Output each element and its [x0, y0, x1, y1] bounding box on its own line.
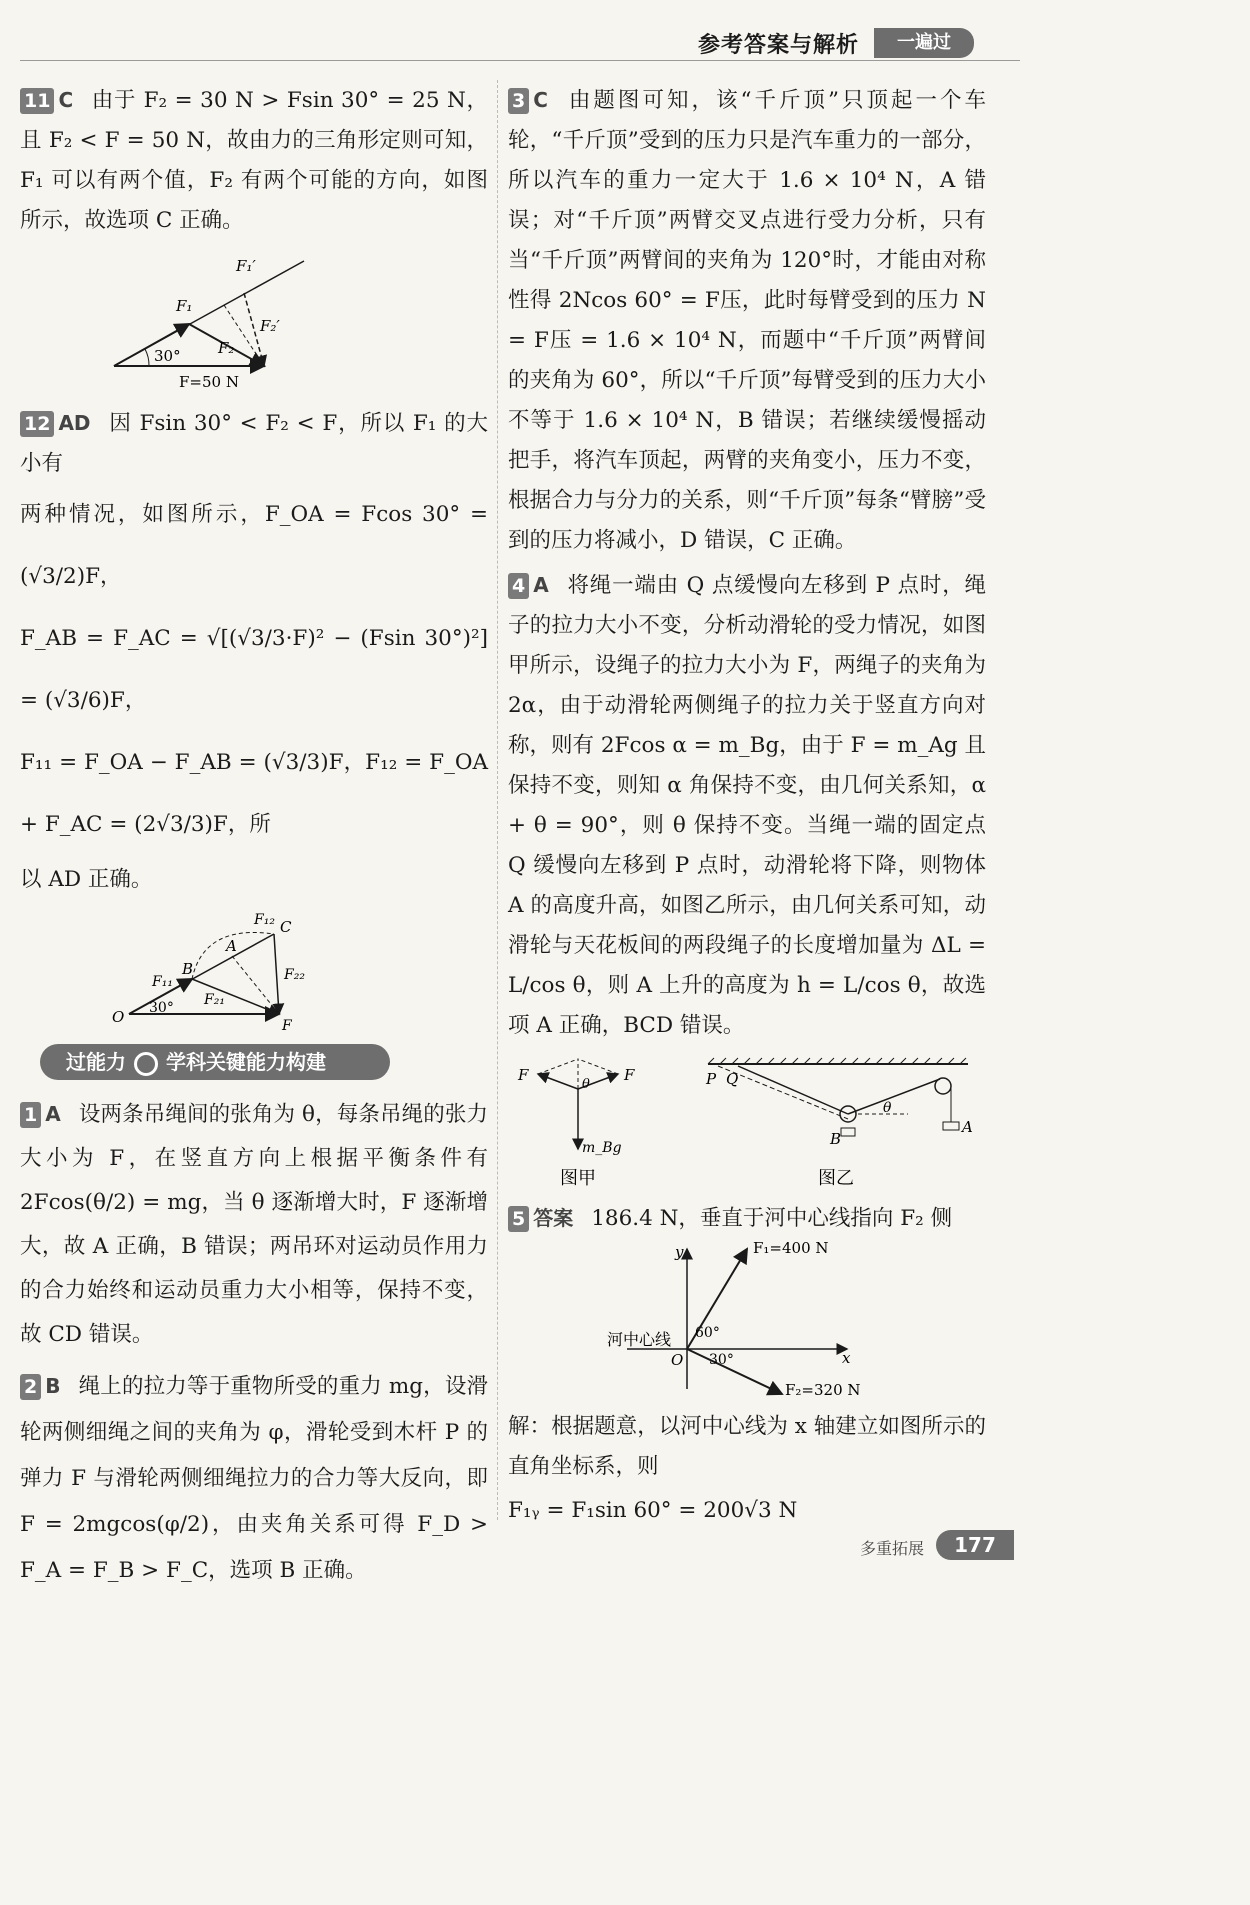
q4b-rope-right — [848, 1079, 940, 1114]
q5-x-label: x — [842, 1349, 851, 1367]
q5-river-label: 河中心线 — [607, 1330, 672, 1349]
q4-figures — [508, 1054, 986, 1194]
q4-fig-b — [678, 1054, 978, 1194]
q12-angle-label: 30° — [149, 1000, 174, 1016]
page-number: 177 — [936, 1530, 1014, 1560]
q11-base-label: F=50 N — [179, 373, 239, 391]
q5-o-label: O — [671, 1351, 684, 1369]
header-tag: 一遍过 — [874, 28, 974, 58]
q4-text: 将绳一端由 Q 点缓慢向左移到 P 点时，绳子的拉力大小不变，分析动滑轮的受力情况，如图甲所示，设绳子的拉力大小为 F，两绳子的夹角为 2α，由于动滑轮两侧绳子的拉力关于竖直方向对称，则有 2Fcos α = m_Bg，由于 F = m_Ag 且保持不变，则知 α 角保持不变，由几何关系知，α + θ = 90°，则 θ 保持不变。当绳一端的固定点 Q 缓慢向左移到 P 点时，动滑轮将下降，则物体 A 的高度升高，如图乙所示，由几何关系可知，动滑轮与天花板间的两段绳子的长度增加量为 ΔL = L/cos θ，则 A 上升的高度为 h = L/cos θ，故选项 A 正确，BCD 错误。 — [508, 573, 986, 1038]
q5-number: 5 — [508, 1206, 529, 1232]
q4b-q-label: Q — [726, 1070, 739, 1088]
q5-answer-text: 186.4 N，垂直于河中心线指向 F₂ 侧 — [591, 1206, 953, 1231]
q12-f11-label: F₁₁ — [152, 974, 173, 990]
q4b-theta-label: θ — [883, 1100, 892, 1116]
q5-block — [508, 1198, 986, 1239]
q4b-rope-q — [738, 1066, 848, 1114]
q12-line5: 以 AD 正确。 — [20, 867, 153, 892]
q4b-caption: 图乙 — [818, 1168, 854, 1189]
q5-force-diagram — [597, 1239, 897, 1399]
q5-f2-label: F₂=320 N — [785, 1381, 861, 1399]
q4a-caption: 图甲 — [560, 1168, 596, 1189]
q5-angle60-label: 60° — [695, 1325, 720, 1341]
q4-fig-a — [508, 1054, 648, 1194]
q3-number: 3 — [508, 88, 529, 114]
right-column — [508, 80, 986, 1531]
q12-number: 12 — [20, 411, 54, 437]
q11-block — [20, 80, 488, 241]
q2-number: 2 — [20, 1374, 41, 1400]
q12-f22-label: F₂₂ — [284, 967, 305, 983]
q12-f12-label: F₁₂ — [254, 912, 275, 928]
page-header — [0, 0, 1034, 60]
section-banner — [40, 1044, 390, 1080]
q4a-mg-label: m_Bg — [582, 1140, 622, 1156]
banner-left: 过能力 — [66, 1050, 126, 1074]
q12-line3: F_AB = F_AC = √[(√3/3·F)² − (Fsin 30°)²] = (√3/6)F， — [20, 626, 488, 713]
q4a-fl-arrow — [538, 1074, 578, 1089]
q4a-theta-label: θ — [582, 1077, 590, 1092]
q11-answer: C — [58, 88, 74, 112]
q11-angle-label: 30° — [154, 347, 181, 365]
q11-text: 由于 F₂ = 30 N > Fsin 30° = 25 N，且 F₂ < F = 50 N，故由力的三角形定则可知，F₁ 可以有两个值，F₂ 有两个可能的方向，如图所示，故选项 C 正确。 — [20, 88, 488, 233]
q11-force-diagram — [94, 241, 414, 391]
q12-f21-label: F₂₁ — [204, 992, 225, 1008]
q11-f1-label: F₁ — [176, 297, 193, 315]
page-footer — [814, 1530, 1014, 1564]
header-title: 参考答案与解析 — [697, 33, 859, 58]
q12-line4: F₁₁ = F_OA − F_AB = (√3/3)F，F₁₂ = F_OA + F_AC = (2√3/3)F，所 — [20, 750, 488, 837]
q4b-b-label: B — [830, 1130, 842, 1148]
q12-line1 — [20, 403, 488, 484]
q12-block — [20, 403, 488, 904]
q12-b-label: B — [182, 960, 194, 978]
q1-number: 1 — [20, 1102, 41, 1128]
q11-f1p-label: F₁′ — [236, 257, 256, 275]
q12-line1-text: 因 Fsin 30° < F₂ < F，所以 F₁ 的大小有 — [20, 411, 488, 476]
q11-number: 11 — [20, 88, 54, 114]
q11-f2p-label: F₂′ — [260, 317, 280, 335]
q1-answer: A — [45, 1102, 61, 1126]
q4a-fr-label: F — [624, 1066, 635, 1084]
q1-text: 设两条吊绳间的张角为 θ，每条吊绳的张力大小为 F，在竖直方向上根据平衡条件有 2Fcos(θ/2) = mg，当 θ 逐渐增大时，F 逐渐增大，故 A 正确，B 错误；两吊环对运动员作用力的合力始终和运动员重力大小相等，保持不变，故 CD 错误。 — [20, 1102, 488, 1347]
banner-ring-icon — [134, 1052, 158, 1076]
q12-c-label: C — [280, 918, 292, 936]
q4b-a-label: A — [962, 1118, 973, 1136]
q5-answer-tag: 答案 — [533, 1206, 574, 1230]
q3-block — [508, 80, 986, 561]
q11-angle-arc — [145, 349, 149, 366]
header-divider — [20, 60, 1020, 61]
q4b-block-a — [943, 1122, 959, 1130]
q12-answer: AD — [58, 411, 91, 435]
q2-text: 绳上的拉力等于重物所受的重力 mg，设滑轮两侧细绳之间的夹角为 φ，滑轮受到木杆 P 的弹力 F 与滑轮两侧细绳拉力的合力等大反向，即 F = 2mgcos(φ/2)，由夹角关系可得 F_D > F_A = F_B > F_C，选项 B 正确。 — [20, 1374, 488, 1583]
q12-force-diagram — [104, 904, 404, 1034]
q12-line2: 两种情况，如图所示，F_OA = Fcos 30° = (√3/2)F， — [20, 502, 488, 589]
q4b-pulley-top — [935, 1078, 951, 1094]
q4b-p-label: P — [706, 1070, 717, 1088]
q2-answer: B — [45, 1374, 61, 1398]
column-divider — [497, 80, 498, 1520]
footer-text: 多重拓展 — [859, 1539, 924, 1558]
q3-answer: C — [533, 88, 548, 112]
q3-text: 由题图可知，该“千斤顶”只顶起一个车轮，“千斤顶”受到的压力只是汽车重力的一部分，所以汽车的重力一定大于 1.6 × 10⁴ N，A 错误；对“千斤顶”两臂交叉点进行受力分析，只有当“千斤顶”两臂间的夹角为 120°时，才能由对称性得 2Ncos 60° = F压，此时每臂受到的压力 N = F压 = 1.6 × 10⁴ N，而题中“千斤顶”两臂间的夹角为 60°，所以“千斤顶”每臂受到的压力大小不等于 1.6 × 10⁴ N，B 错误；若继续缓慢摇动把手，将汽车顶起，两臂的夹角变小，压力不变，根据合力与分力的关系，则“千斤顶”每条“臂膀”受到的压力将减小，D 错误，C 正确。 — [508, 88, 986, 553]
q5-solution: 解：根据题意，以河中心线为 x 轴建立如图所示的直角坐标系，则 — [508, 1414, 986, 1479]
q5-f2-arrow — [687, 1349, 782, 1394]
q1-block — [20, 1092, 488, 1357]
q4-answer: A — [533, 573, 549, 597]
q5-angle30-label: 30° — [709, 1352, 734, 1368]
q4a-fl-label: F — [518, 1066, 529, 1084]
banner-right: 学科关键能力构建 — [166, 1050, 326, 1074]
q12-o-label: O — [112, 1008, 125, 1026]
q4a-dash2 — [578, 1059, 618, 1074]
q4a-dash1 — [538, 1059, 578, 1074]
q4-block — [508, 565, 986, 1046]
q5-y-label: y — [675, 1243, 684, 1261]
q5-formula: F₁ᵧ = F₁sin 60° = 200√3 N — [508, 1498, 798, 1523]
q11-f2-label: F₂ — [218, 339, 235, 357]
q12-f22-arrow — [274, 934, 279, 1014]
q2-block — [20, 1363, 488, 1594]
q12-a-label: A — [226, 937, 237, 955]
left-column — [20, 80, 488, 1594]
q5-f1-label: F₁=400 N — [753, 1239, 829, 1257]
q4-number: 4 — [508, 573, 529, 599]
q12-f-label: F — [282, 1018, 292, 1034]
q4b-block-b — [841, 1128, 855, 1136]
